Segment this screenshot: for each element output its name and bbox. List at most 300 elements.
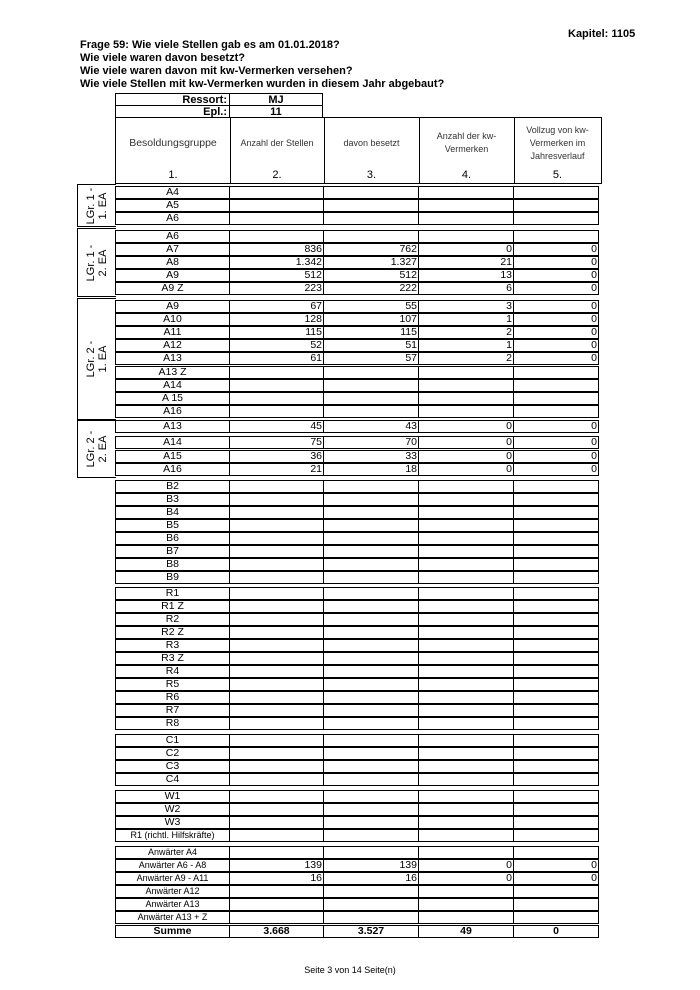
kw-vermerke-cell bbox=[418, 773, 514, 786]
kw-vermerke-cell bbox=[418, 587, 514, 600]
table-row bbox=[115, 760, 602, 773]
table-row bbox=[115, 313, 602, 326]
stellen-cell bbox=[229, 734, 324, 747]
stellen-cell: 1.342 bbox=[229, 256, 324, 269]
vollzug-cell bbox=[513, 480, 599, 493]
vollzug-cell: 0 bbox=[513, 436, 599, 449]
kw-vermerke-cell: 2 bbox=[418, 326, 514, 339]
sum-kw-vermerke: 49 bbox=[418, 925, 514, 938]
vollzug-cell bbox=[513, 691, 599, 704]
table-row bbox=[115, 199, 602, 212]
besoldungsgruppe-cell: Anwärter A9 - A11 bbox=[115, 872, 230, 885]
besoldungsgruppe-cell: A9 Z bbox=[115, 282, 230, 295]
table-row bbox=[115, 519, 602, 532]
column-number: 1. bbox=[168, 169, 178, 181]
group-label-lgr2-2ea bbox=[77, 420, 116, 478]
sum-label: Summe bbox=[115, 925, 230, 938]
table-row bbox=[115, 545, 602, 558]
stellen-cell bbox=[229, 665, 324, 678]
besetzt-cell bbox=[323, 747, 419, 760]
besetzt-cell bbox=[323, 885, 419, 898]
vollzug-cell: 0 bbox=[513, 352, 599, 365]
stellen-cell bbox=[229, 717, 324, 730]
table-row bbox=[115, 463, 602, 476]
table-row bbox=[115, 872, 602, 885]
group-label-line: LGr. 1 - bbox=[85, 244, 97, 281]
besetzt-cell bbox=[323, 803, 419, 816]
column-title: Vollzug von kw-Vermerken im Jahresverlauf bbox=[526, 124, 589, 161]
kw-vermerke-cell bbox=[418, 829, 514, 842]
besoldungsgruppe-cell: A 15 bbox=[115, 392, 230, 405]
besetzt-cell bbox=[323, 678, 419, 691]
vollzug-cell bbox=[513, 639, 599, 652]
kw-vermerke-cell bbox=[418, 760, 514, 773]
kw-vermerke-cell bbox=[418, 613, 514, 626]
stellen-cell: 128 bbox=[229, 313, 324, 326]
besetzt-cell bbox=[323, 639, 419, 652]
stellen-cell bbox=[229, 885, 324, 898]
vollzug-cell bbox=[513, 600, 599, 613]
stellen-cell bbox=[229, 532, 324, 545]
stellen-cell bbox=[229, 587, 324, 600]
table-row bbox=[115, 392, 602, 405]
besetzt-cell bbox=[323, 652, 419, 665]
vollzug-cell bbox=[513, 911, 599, 924]
stellen-cell bbox=[229, 199, 324, 212]
group-label-line: LGr. 2 - bbox=[85, 340, 97, 378]
kw-vermerke-cell: 0 bbox=[418, 243, 514, 256]
question-line: Wie viele waren davon besetzt? bbox=[80, 52, 245, 64]
table-row bbox=[115, 405, 602, 418]
kw-vermerke-cell: 6 bbox=[418, 282, 514, 295]
stellen-cell bbox=[229, 480, 324, 493]
kw-vermerke-cell bbox=[418, 747, 514, 760]
stellen-cell: 512 bbox=[229, 269, 324, 282]
besetzt-cell bbox=[323, 545, 419, 558]
epl-value: 11 bbox=[229, 105, 323, 118]
besoldungsgruppe-cell: A14 bbox=[115, 379, 230, 392]
besoldungsgruppe-cell: B5 bbox=[115, 519, 230, 532]
group-label-line: 1. EA bbox=[97, 345, 109, 373]
chapter-label: Kapitel: 1105 bbox=[568, 28, 636, 40]
vollzug-cell bbox=[513, 790, 599, 803]
besetzt-cell bbox=[323, 717, 419, 730]
table-row bbox=[115, 639, 602, 652]
table-row bbox=[115, 626, 602, 639]
stellen-cell: 67 bbox=[229, 300, 324, 313]
table-row bbox=[115, 803, 602, 816]
group-label-line: LGr. 1 - bbox=[85, 187, 97, 224]
table-row bbox=[115, 532, 602, 545]
vollzug-cell bbox=[513, 626, 599, 639]
besetzt-cell bbox=[323, 480, 419, 493]
kw-vermerke-cell: 1 bbox=[418, 339, 514, 352]
vollzug-cell bbox=[513, 665, 599, 678]
kw-vermerke-cell bbox=[418, 379, 514, 392]
stellen-cell bbox=[229, 747, 324, 760]
column-header bbox=[115, 117, 602, 184]
question-line: Wie viele Stellen mit kw-Vermerken wurden in diesem Jahr abgebaut? bbox=[80, 78, 445, 90]
vollzug-cell: 0 bbox=[513, 269, 599, 282]
vollzug-cell: 0 bbox=[513, 859, 599, 872]
besetzt-cell bbox=[323, 773, 419, 786]
besoldungsgruppe-cell: Anwärter A13 bbox=[115, 898, 230, 911]
besoldungsgruppe-cell: A16 bbox=[115, 405, 230, 418]
group-label-line: 2. EA bbox=[97, 249, 109, 276]
besoldungsgruppe-cell: A8 bbox=[115, 256, 230, 269]
besetzt-cell bbox=[323, 212, 419, 225]
ressort-label: Ressort: bbox=[115, 93, 230, 106]
stellen-cell bbox=[229, 704, 324, 717]
besoldungsgruppe-cell: R1 (richtl. Hilfskräfte) bbox=[115, 829, 230, 842]
vollzug-cell bbox=[513, 760, 599, 773]
question-line: Frage 59: Wie viele Stellen gab es am 01.01.2018? bbox=[80, 39, 340, 51]
table-row bbox=[115, 558, 602, 571]
vollzug-cell bbox=[513, 532, 599, 545]
kw-vermerke-cell bbox=[418, 558, 514, 571]
question-line: Wie viele waren davon mit kw-Vermerken versehen? bbox=[80, 65, 353, 77]
stellen-cell bbox=[229, 639, 324, 652]
vollzug-cell: 0 bbox=[513, 872, 599, 885]
besetzt-cell: 18 bbox=[323, 463, 419, 476]
stellen-cell bbox=[229, 678, 324, 691]
table-row bbox=[115, 613, 602, 626]
besoldungsgruppe-cell: W1 bbox=[115, 790, 230, 803]
question-block bbox=[80, 39, 444, 91]
stellen-cell: 223 bbox=[229, 282, 324, 295]
besetzt-cell: 107 bbox=[323, 313, 419, 326]
vollzug-cell bbox=[513, 829, 599, 842]
vollzug-cell bbox=[513, 545, 599, 558]
table-row bbox=[115, 326, 602, 339]
stellen-cell: 36 bbox=[229, 450, 324, 463]
table-row bbox=[115, 691, 602, 704]
besetzt-cell: 762 bbox=[323, 243, 419, 256]
besoldungsgruppe-cell: C3 bbox=[115, 760, 230, 773]
stellen-cell bbox=[229, 600, 324, 613]
table-row bbox=[115, 734, 602, 747]
table-row bbox=[115, 282, 602, 295]
besetzt-cell bbox=[323, 506, 419, 519]
besetzt-cell bbox=[323, 571, 419, 584]
besoldungsgruppe-cell: B8 bbox=[115, 558, 230, 571]
stellen-cell bbox=[229, 816, 324, 829]
kw-vermerke-cell bbox=[418, 493, 514, 506]
table-row bbox=[115, 450, 602, 463]
besetzt-cell bbox=[323, 846, 419, 859]
stellen-cell bbox=[229, 186, 324, 199]
table-row bbox=[115, 747, 602, 760]
besetzt-cell: 139 bbox=[323, 859, 419, 872]
table-row bbox=[115, 898, 602, 911]
besetzt-cell bbox=[323, 613, 419, 626]
column-title: Besoldungsgruppe bbox=[129, 136, 217, 149]
kw-vermerke-cell bbox=[418, 626, 514, 639]
sum-stellen: 3.668 bbox=[229, 925, 324, 938]
stellen-cell bbox=[229, 691, 324, 704]
stellen-cell: 139 bbox=[229, 859, 324, 872]
kw-vermerke-cell bbox=[418, 652, 514, 665]
besoldungsgruppe-cell: A16 bbox=[115, 463, 230, 476]
vollzug-cell: 0 bbox=[513, 450, 599, 463]
besoldungsgruppe-cell: R5 bbox=[115, 678, 230, 691]
column-number: 2. bbox=[272, 169, 282, 181]
kw-vermerke-cell: 21 bbox=[418, 256, 514, 269]
kw-vermerke-cell bbox=[418, 704, 514, 717]
column-number: 3. bbox=[366, 169, 377, 181]
kw-vermerke-cell bbox=[418, 600, 514, 613]
stellen-cell bbox=[229, 366, 324, 379]
besoldungsgruppe-cell: A10 bbox=[115, 313, 230, 326]
kw-vermerke-cell bbox=[418, 846, 514, 859]
stellen-cell bbox=[229, 760, 324, 773]
vollzug-cell: 0 bbox=[513, 339, 599, 352]
kw-vermerke-cell bbox=[418, 717, 514, 730]
stellen-cell bbox=[229, 803, 324, 816]
vollzug-cell bbox=[513, 379, 599, 392]
stellen-cell bbox=[229, 773, 324, 786]
table-row bbox=[115, 885, 602, 898]
table-row bbox=[115, 600, 602, 613]
besoldungsgruppe-cell: A7 bbox=[115, 243, 230, 256]
kw-vermerke-cell bbox=[418, 790, 514, 803]
stellen-cell bbox=[229, 846, 324, 859]
vollzug-cell bbox=[513, 734, 599, 747]
kw-vermerke-cell bbox=[418, 506, 514, 519]
vollzug-cell: 0 bbox=[513, 313, 599, 326]
besoldungsgruppe-cell: A13 Z bbox=[115, 366, 230, 379]
stellen-cell: 61 bbox=[229, 352, 324, 365]
vollzug-cell: 0 bbox=[513, 300, 599, 313]
table-row bbox=[115, 352, 602, 365]
sum-besetzt: 3.527 bbox=[323, 925, 419, 938]
kw-vermerke-cell: 2 bbox=[418, 352, 514, 365]
column-header-kw-vermerke bbox=[419, 118, 515, 183]
besetzt-cell: 512 bbox=[323, 269, 419, 282]
besoldungsgruppe-cell: B7 bbox=[115, 545, 230, 558]
kw-vermerke-cell: 3 bbox=[418, 300, 514, 313]
vollzug-cell bbox=[513, 717, 599, 730]
besoldungsgruppe-cell: R1 bbox=[115, 587, 230, 600]
table-row bbox=[115, 366, 602, 379]
stellen-cell bbox=[229, 230, 324, 243]
table-row bbox=[115, 911, 602, 924]
table-row bbox=[115, 829, 602, 842]
kw-vermerke-cell bbox=[418, 665, 514, 678]
table-row bbox=[115, 379, 602, 392]
besetzt-cell bbox=[323, 186, 419, 199]
vollzug-cell bbox=[513, 506, 599, 519]
vollzug-cell bbox=[513, 803, 599, 816]
kw-vermerke-cell bbox=[418, 532, 514, 545]
vollzug-cell bbox=[513, 199, 599, 212]
besetzt-cell bbox=[323, 230, 419, 243]
column-number: 5. bbox=[552, 169, 563, 181]
kw-vermerke-cell bbox=[418, 898, 514, 911]
vollzug-cell bbox=[513, 558, 599, 571]
table-row bbox=[115, 480, 602, 493]
besoldungsgruppe-cell: Anwärter A4 bbox=[115, 846, 230, 859]
column-header-besoldungsgruppe bbox=[116, 118, 231, 183]
besoldungsgruppe-cell: Anwärter A6 - A8 bbox=[115, 859, 230, 872]
table-row bbox=[115, 436, 602, 449]
kw-vermerke-cell: 0 bbox=[418, 859, 514, 872]
kw-vermerke-cell: 0 bbox=[418, 463, 514, 476]
besoldungsgruppe-cell: A15 bbox=[115, 450, 230, 463]
kw-vermerke-cell bbox=[418, 366, 514, 379]
stellen-cell bbox=[229, 790, 324, 803]
vollzug-cell bbox=[513, 816, 599, 829]
kw-vermerke-cell bbox=[418, 199, 514, 212]
vollzug-cell bbox=[513, 392, 599, 405]
besoldungsgruppe-cell: A5 bbox=[115, 199, 230, 212]
vollzug-cell bbox=[513, 493, 599, 506]
column-header-stellen bbox=[230, 118, 325, 183]
besoldungsgruppe-cell: A9 bbox=[115, 269, 230, 282]
column-header-vollzug bbox=[514, 118, 601, 183]
besoldungsgruppe-cell: A12 bbox=[115, 339, 230, 352]
ressort-value: MJ bbox=[229, 93, 323, 106]
besetzt-cell: 33 bbox=[323, 450, 419, 463]
table-row bbox=[115, 846, 602, 859]
table-row bbox=[115, 652, 602, 665]
vollzug-cell bbox=[513, 587, 599, 600]
vollzug-cell bbox=[513, 652, 599, 665]
vollzug-cell: 0 bbox=[513, 326, 599, 339]
kw-vermerke-cell bbox=[418, 885, 514, 898]
besetzt-cell: 115 bbox=[323, 326, 419, 339]
group-label-line: LGr. 2 - bbox=[85, 430, 97, 468]
vollzug-cell bbox=[513, 405, 599, 418]
besetzt-cell bbox=[323, 760, 419, 773]
stellen-cell bbox=[229, 379, 324, 392]
table-row bbox=[115, 859, 602, 872]
besoldungsgruppe-cell: A6 bbox=[115, 212, 230, 225]
vollzug-cell bbox=[513, 613, 599, 626]
besoldungsgruppe-cell: A13 bbox=[115, 420, 230, 433]
besoldungsgruppe-cell: A14 bbox=[115, 436, 230, 449]
besetzt-cell bbox=[323, 600, 419, 613]
kw-vermerke-cell bbox=[418, 392, 514, 405]
besetzt-cell bbox=[323, 691, 419, 704]
stellen-cell bbox=[229, 613, 324, 626]
stellen-cell: 21 bbox=[229, 463, 324, 476]
stellen-cell: 52 bbox=[229, 339, 324, 352]
vollzug-cell bbox=[513, 186, 599, 199]
stellen-cell: 75 bbox=[229, 436, 324, 449]
besetzt-cell bbox=[323, 911, 419, 924]
vollzug-cell bbox=[513, 704, 599, 717]
table-row bbox=[115, 587, 602, 600]
besetzt-cell: 51 bbox=[323, 339, 419, 352]
stellen-cell bbox=[229, 829, 324, 842]
stellen-cell bbox=[229, 212, 324, 225]
besetzt-cell bbox=[323, 626, 419, 639]
besoldungsgruppe-cell: B4 bbox=[115, 506, 230, 519]
kw-vermerke-cell bbox=[418, 911, 514, 924]
table-row bbox=[115, 230, 602, 243]
vollzug-cell bbox=[513, 898, 599, 911]
table-row bbox=[115, 186, 602, 199]
besoldungsgruppe-cell: R4 bbox=[115, 665, 230, 678]
vollzug-cell bbox=[513, 571, 599, 584]
besoldungsgruppe-cell: B2 bbox=[115, 480, 230, 493]
besoldungsgruppe-cell: A13 bbox=[115, 352, 230, 365]
besoldungsgruppe-cell: B6 bbox=[115, 532, 230, 545]
vollzug-cell bbox=[513, 230, 599, 243]
besoldungsgruppe-cell: B9 bbox=[115, 571, 230, 584]
besoldungsgruppe-cell: C2 bbox=[115, 747, 230, 760]
kw-vermerke-cell bbox=[418, 212, 514, 225]
besoldungsgruppe-cell: R1 Z bbox=[115, 600, 230, 613]
kw-vermerke-cell bbox=[418, 230, 514, 243]
kw-vermerke-cell bbox=[418, 545, 514, 558]
table-row bbox=[115, 816, 602, 829]
stellen-cell bbox=[229, 652, 324, 665]
besoldungsgruppe-cell: R3 Z bbox=[115, 652, 230, 665]
stellen-cell bbox=[229, 506, 324, 519]
besetzt-cell: 16 bbox=[323, 872, 419, 885]
besetzt-cell: 1.327 bbox=[323, 256, 419, 269]
kw-vermerke-cell bbox=[418, 405, 514, 418]
besetzt-cell bbox=[323, 493, 419, 506]
stellen-cell bbox=[229, 571, 324, 584]
besoldungsgruppe-cell: C1 bbox=[115, 734, 230, 747]
stellen-cell bbox=[229, 493, 324, 506]
besetzt-cell: 55 bbox=[323, 300, 419, 313]
kw-vermerke-cell bbox=[418, 678, 514, 691]
vollzug-cell bbox=[513, 366, 599, 379]
kw-vermerke-cell: 0 bbox=[418, 450, 514, 463]
besoldungsgruppe-cell: A11 bbox=[115, 326, 230, 339]
besetzt-cell bbox=[323, 790, 419, 803]
kw-vermerke-cell: 1 bbox=[418, 313, 514, 326]
stellen-cell: 45 bbox=[229, 420, 324, 433]
table-row bbox=[115, 704, 602, 717]
kw-vermerke-cell bbox=[418, 691, 514, 704]
vollzug-cell: 0 bbox=[513, 463, 599, 476]
stellen-cell bbox=[229, 545, 324, 558]
stellen-cell bbox=[229, 392, 324, 405]
vollzug-cell bbox=[513, 773, 599, 786]
besoldungsgruppe-cell: A6 bbox=[115, 230, 230, 243]
kw-vermerke-cell bbox=[418, 639, 514, 652]
table-row bbox=[115, 256, 602, 269]
group-label-lgr1-2ea bbox=[77, 228, 116, 297]
besetzt-cell: 43 bbox=[323, 420, 419, 433]
kw-vermerke-cell bbox=[418, 519, 514, 532]
stellen-cell bbox=[229, 911, 324, 924]
table-row bbox=[115, 506, 602, 519]
column-number: 4. bbox=[461, 169, 472, 181]
table-row bbox=[115, 773, 602, 786]
table-row bbox=[115, 212, 602, 225]
stellen-cell bbox=[229, 558, 324, 571]
column-title: davon besetzt bbox=[343, 137, 400, 148]
stellen-cell: 836 bbox=[229, 243, 324, 256]
besoldungsgruppe-cell: R2 bbox=[115, 613, 230, 626]
besoldungsgruppe-cell: C4 bbox=[115, 773, 230, 786]
besoldungsgruppe-cell: A4 bbox=[115, 186, 230, 199]
kw-vermerke-cell bbox=[418, 734, 514, 747]
sum-vollzug: 0 bbox=[513, 925, 599, 938]
besetzt-cell bbox=[323, 816, 419, 829]
kw-vermerke-cell: 0 bbox=[418, 436, 514, 449]
besoldungsgruppe-cell: A9 bbox=[115, 300, 230, 313]
vollzug-cell bbox=[513, 678, 599, 691]
column-title: Anzahl der Stellen bbox=[240, 137, 314, 148]
besetzt-cell bbox=[323, 532, 419, 545]
